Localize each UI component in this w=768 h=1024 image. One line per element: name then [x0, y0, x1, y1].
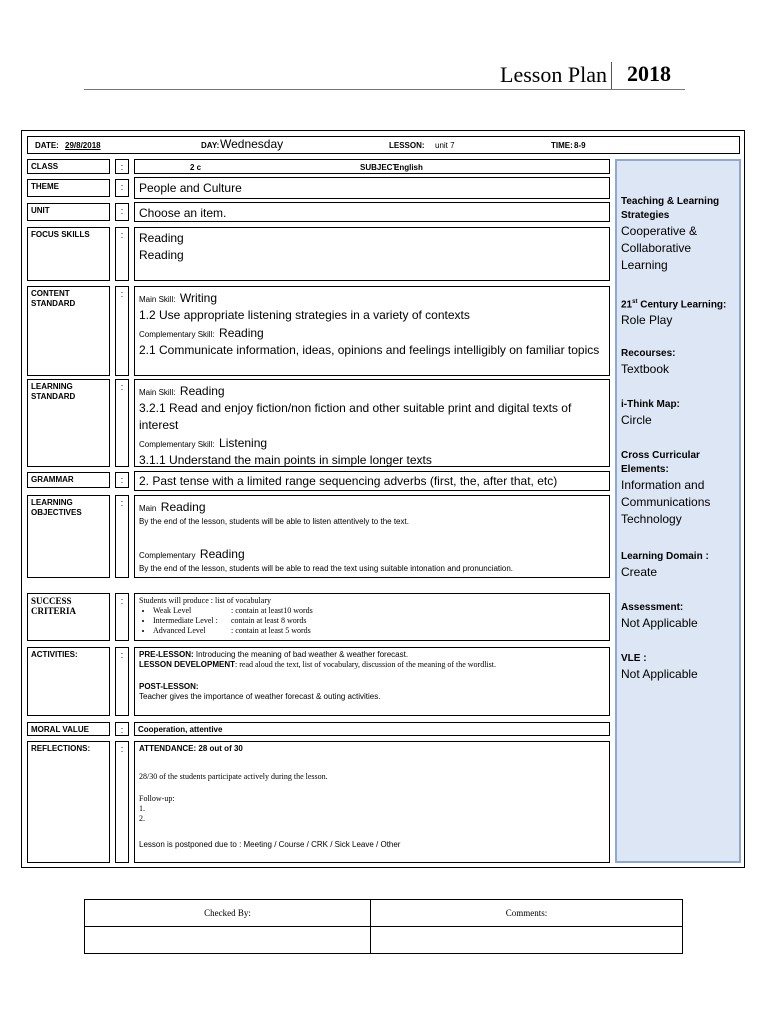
- activities-colon: :: [115, 647, 129, 716]
- post-lesson-label: POST-LESSON:: [139, 682, 199, 691]
- content-standard-field: [134, 286, 610, 376]
- lo-main-skill: Reading: [160, 500, 206, 514]
- lesson-value: unit 7: [435, 141, 455, 150]
- unit-value: Choose an item.: [134, 202, 610, 222]
- learning-standard-label: [27, 379, 110, 467]
- sc-desc: : contain at least 5 words: [231, 626, 311, 635]
- comments-cell[interactable]: [371, 927, 683, 954]
- vle-heading: VLE :: [621, 653, 647, 664]
- focus-skills-colon: :: [115, 227, 129, 281]
- ithink-map-section: [621, 398, 735, 429]
- learning-objectives-field: [134, 495, 610, 578]
- class-field: [134, 159, 610, 174]
- checked-by-table: [84, 899, 683, 954]
- theme-colon: :: [115, 179, 129, 197]
- pre-lesson-text: Introducing the meaning of bad weather & weather forecast.: [195, 650, 409, 659]
- focus-skills-label: FOCUS SKILLS: [27, 227, 110, 281]
- cs-main-skill: Writing: [179, 291, 218, 305]
- grammar-colon: :: [115, 472, 129, 488]
- pre-lesson-label: PRE-LESSON:: [139, 650, 194, 659]
- day-label: DAY:: [201, 141, 220, 150]
- class-label: CLASS: [27, 159, 110, 174]
- subject-label: SUBJECT:: [360, 163, 400, 172]
- resources-value: Textbook: [621, 362, 670, 376]
- unit-label: UNIT: [27, 203, 110, 221]
- postponed-note: Lesson is postponed due to : Meeting / Course / CRK / Sick Leave / Other: [139, 840, 401, 849]
- content-standard-label: [27, 286, 110, 376]
- lesson-development-text: : read aloud the text, list of vocabulary, discussion of the meaning of the wordlist.: [235, 660, 496, 669]
- header-title: Lesson Plan: [500, 62, 607, 87]
- theme-value: People and Culture: [134, 177, 610, 199]
- teaching-learning-value: Cooperative & Collaborative Learning: [621, 224, 698, 272]
- moral-value-colon: :: [115, 722, 129, 736]
- success-criteria-label-line2: CRITERIA: [31, 606, 77, 616]
- focus-skill-1: Reading: [139, 231, 184, 245]
- sc-item-advanced: [153, 626, 605, 636]
- cs-comp-skill: Reading: [219, 326, 264, 340]
- day-value: Wednesday: [220, 137, 284, 151]
- follow-up-label: Follow-up:: [139, 794, 175, 803]
- century-learning-heading: [621, 295, 735, 312]
- resources-section: [621, 347, 735, 378]
- grammar-value: 2. Past tense with a limited range sequencing adverbs (first, the, after that, etc): [134, 471, 610, 491]
- cs-main-prefix: Main Skill:: [139, 295, 176, 304]
- time-value: 8-9: [574, 141, 586, 150]
- cross-curricular-value: Information and Communications Technology: [621, 478, 711, 526]
- learning-standard-colon: :: [115, 379, 129, 467]
- assessment-heading: Assessment:: [621, 602, 684, 613]
- century-rest: Century Learning:: [637, 299, 727, 311]
- century-learning-value: Role Play: [621, 313, 673, 328]
- activities-label: ACTIVITIES:: [27, 647, 110, 716]
- grammar-label: GRAMMAR: [27, 472, 110, 488]
- learning-objectives-label-line2: OBJECTIVES: [31, 508, 82, 517]
- content-standard-label-line1: CONTENT: [31, 289, 70, 298]
- content-standard-label-line2: STANDARD: [31, 299, 76, 308]
- participation: 28/30 of the students participate actively during the lesson.: [139, 772, 328, 781]
- learning-objectives-label: [27, 495, 110, 578]
- success-criteria-colon: :: [115, 593, 129, 641]
- lo-comp-prefix: Complementary: [139, 551, 196, 560]
- lo-main-text: By the end of the lesson, students will be able to listen attentively to the text.: [139, 517, 409, 526]
- reflections-field: [134, 741, 610, 863]
- lesson-development-label: LESSON DEVELOPMENT: [139, 660, 236, 669]
- reflections-label: REFLECTIONS:: [27, 741, 110, 863]
- learning-domain-value: Create: [621, 565, 658, 579]
- content-standard-colon: :: [115, 286, 129, 376]
- time-label: TIME:: [551, 141, 573, 150]
- learning-standard-label-line1: LEARNING: [31, 382, 73, 391]
- subject-value: English: [394, 163, 423, 172]
- focus-skills-field: [134, 227, 610, 281]
- success-criteria-label-line1: SUCCESS: [31, 596, 72, 606]
- sc-desc: : contain at least10 words: [231, 606, 313, 615]
- vle-value: Not Applicable: [621, 667, 698, 681]
- sc-level: Weak Level: [153, 606, 192, 615]
- header-separator: [611, 62, 612, 89]
- theme-label: THEME: [27, 179, 110, 197]
- assessment-value: Not Applicable: [621, 616, 698, 630]
- class-value: 2 c: [190, 163, 202, 172]
- learning-standard-label-line2: STANDARD: [31, 392, 76, 401]
- cross-curricular-heading: Cross Curricular Elements:: [621, 450, 700, 475]
- date-value: 29/8/2018: [65, 141, 101, 150]
- unit-colon: :: [115, 203, 129, 221]
- sc-level: Advanced Level: [153, 626, 206, 635]
- learning-domain-heading: Learning Domain :: [621, 551, 709, 562]
- century-learning-section: [621, 295, 735, 329]
- learning-domain-section: [621, 550, 735, 581]
- reflections-colon: :: [115, 741, 129, 863]
- lo-comp-skill: Reading: [199, 547, 245, 561]
- sc-item-intermediate: [153, 616, 605, 626]
- sc-item-weak: [153, 606, 605, 616]
- success-criteria-label: [27, 593, 110, 641]
- learning-standard-field: [134, 379, 610, 467]
- lesson-plan-frame: [21, 130, 745, 868]
- moral-value-label: MORAL VALUE: [27, 722, 110, 736]
- cs-comp-text: 2.1 Communicate information, ideas, opinions and feelings intelligibly on familiar topics: [139, 343, 600, 357]
- header-year: 2018: [627, 61, 671, 86]
- follow-up-2: 2.: [139, 814, 145, 823]
- ls-main-prefix: Main Skill:: [139, 388, 176, 397]
- ls-comp-text: 3.1.1 Understand the main points in simple longer texts: [139, 453, 432, 467]
- checked-by-cell[interactable]: [85, 927, 371, 954]
- sc-level-list: [139, 606, 605, 636]
- ithink-map-heading: i-Think Map:: [621, 399, 680, 410]
- date-label: DATE:: [35, 141, 59, 150]
- century-suffix: st: [632, 299, 638, 305]
- learning-objectives-label-line1: LEARNING: [31, 498, 73, 507]
- cs-comp-prefix: Complementary Skill:: [139, 330, 215, 339]
- sc-level: Intermediate Level :: [153, 616, 218, 625]
- strategies-sidebar: [615, 159, 741, 863]
- century-number: 21: [621, 299, 633, 311]
- follow-up-1: 1.: [139, 804, 145, 813]
- focus-skill-2: Reading: [139, 248, 184, 262]
- top-info-row: [27, 136, 740, 154]
- ls-main-skill: Reading: [179, 384, 225, 398]
- lo-comp-text: By the end of the lesson, students will be able to read the text using suitable intonation and pronunciation.: [139, 564, 514, 573]
- success-criteria-field: [134, 593, 610, 641]
- assessment-section: [621, 601, 735, 632]
- cs-main-text: 1.2 Use appropriate listening strategies in a variety of contexts: [139, 308, 470, 322]
- lo-main-prefix: Main: [139, 504, 157, 513]
- activities-field: [134, 647, 610, 716]
- learning-objectives-colon: :: [115, 495, 129, 578]
- attendance: ATTENDANCE: 28 out of 30: [139, 744, 243, 753]
- lesson-label: LESSON:: [389, 141, 425, 150]
- ls-comp-prefix: Complementary Skill:: [139, 440, 215, 449]
- resources-heading: Recourses:: [621, 348, 676, 359]
- sc-desc: contain at least 8 words: [231, 616, 307, 625]
- post-lesson-text: Teacher gives the importance of weather forecast & outing activities.: [139, 692, 381, 701]
- vle-section: [621, 652, 735, 683]
- ls-comp-skill: Listening: [219, 436, 268, 450]
- page-header: [84, 60, 685, 90]
- checked-by-header: Checked By:: [85, 900, 371, 927]
- sc-intro: Students will produce : list of vocabulary: [139, 596, 271, 605]
- comments-header: Comments:: [371, 900, 683, 927]
- moral-value-value: Cooperation, attentive: [134, 722, 610, 736]
- teaching-learning-section: [621, 195, 735, 274]
- teaching-learning-heading: Teaching & Learning Strategies: [621, 196, 720, 221]
- cross-curricular-section: [621, 449, 735, 528]
- class-colon: :: [115, 159, 129, 174]
- ls-main-text: 3.2.1 Read and enjoy fiction/non fiction and other suitable print and digital texts of interest: [139, 401, 572, 432]
- ithink-map-value: Circle: [621, 413, 652, 427]
